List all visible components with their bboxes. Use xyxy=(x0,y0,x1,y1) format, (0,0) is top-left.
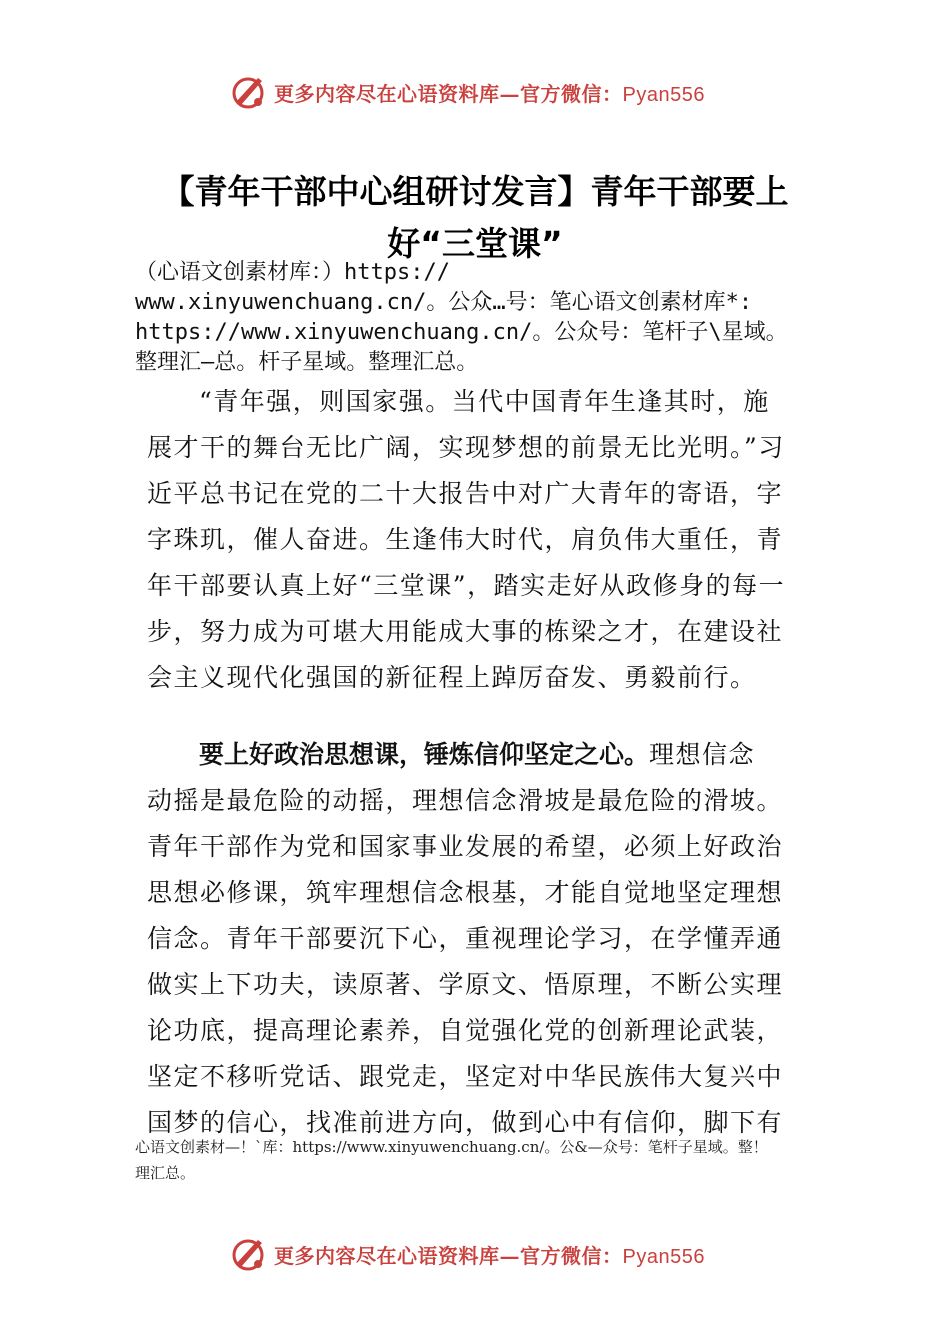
text-line: 字珠玑，催人奋进。生逢伟大时代，肩负伟大重任，青 xyxy=(147,525,784,554)
text-line: 思想必修课，筑牢理想信念根基，才能自觉地坚定理想 xyxy=(147,878,784,907)
wechat-id: Pyan556 xyxy=(622,83,705,106)
source-line: https://www.xinyuwenchuang.cn/。公众号：笔杆子\星域。 xyxy=(135,320,788,345)
paragraph-intro xyxy=(147,379,812,701)
text-line: “青年强，则国家强。当代中国青年生逢其时，施 xyxy=(199,387,770,416)
title-line-1: 【青年干部中心组研讨发言】青年干部要上 xyxy=(161,172,789,211)
source-line: 整理汇—总。杆子星域。整理汇总。 xyxy=(135,350,479,375)
text-line: 信念。青年干部要沉下心，重视理论学习，在学懂弄通 xyxy=(147,924,784,953)
text-line: 论功底，提高理论素养，自觉强化党的创新理论武装， xyxy=(147,1016,784,1045)
footnote-line: 心语文创素材—！`库：https://www.xinyuwenchuang.cn/。公&—众号：笔杆子星域。整！ xyxy=(135,1138,768,1156)
section-lead: 要上好政治思想课，锤炼信仰坚定之心。 xyxy=(199,740,650,769)
lead-rest: 理想信念 xyxy=(649,740,756,769)
pen-seal-logo-icon xyxy=(228,72,268,112)
title-line-2: 好“三堂课” xyxy=(387,224,563,263)
banner-text: 更多内容尽在心语资料库—官方微信：Pyan556 xyxy=(274,1243,705,1268)
text-line: 近平总书记在党的二十大报告中对广大青年的寄语，字 xyxy=(147,479,784,508)
paragraph-political-course xyxy=(147,732,812,1146)
text-line-first xyxy=(147,732,812,778)
text-line: 展才干的舞台无比广阔，实现梦想的前景无比光明。”习 xyxy=(147,433,785,462)
text-line: 会主义现代化强国的新征程上踔厉奋发、勇毅前行。 xyxy=(147,663,757,692)
footnote-line: 理汇总。 xyxy=(135,1164,196,1182)
source-line: www.xinyuwenchuang.cn/。公众…号：笔心语文创素材库*: xyxy=(135,290,753,315)
source-note xyxy=(135,258,935,378)
footer-banner xyxy=(228,1234,705,1274)
wechat-id: Pyan556 xyxy=(622,1245,705,1268)
text-line: 青年干部作为党和国家事业发展的希望，必须上好政治 xyxy=(147,832,784,861)
text-line: 国梦的信心，找准前进方向，做到心中有信仰，脚下有 xyxy=(147,1108,784,1137)
pen-seal-logo-icon xyxy=(228,1234,268,1274)
source-line: （心语文创素材库：）https:// xyxy=(135,260,450,285)
text-line: 坚定不移听党话、跟党走，坚定对中华民族伟大复兴中 xyxy=(147,1062,784,1091)
text-line: 做实上下功夫，读原著、学原文、悟原理，不断公实理 xyxy=(147,970,784,999)
text-line: 动摇是最危险的动摇，理想信念滑坡是最危险的滑坡。 xyxy=(147,786,784,815)
footer-watermark-note xyxy=(135,1134,895,1186)
text-line: 步，努力成为可堪大用能成大事的栋梁之才，在建设社 xyxy=(147,617,784,646)
header-banner xyxy=(228,72,705,112)
text-line: 年干部要认真上好“三堂课”，踏实走好从政修身的每一 xyxy=(147,571,786,600)
banner-text: 更多内容尽在心语资料库—官方微信：Pyan556 xyxy=(274,81,705,106)
document-title xyxy=(100,166,850,270)
